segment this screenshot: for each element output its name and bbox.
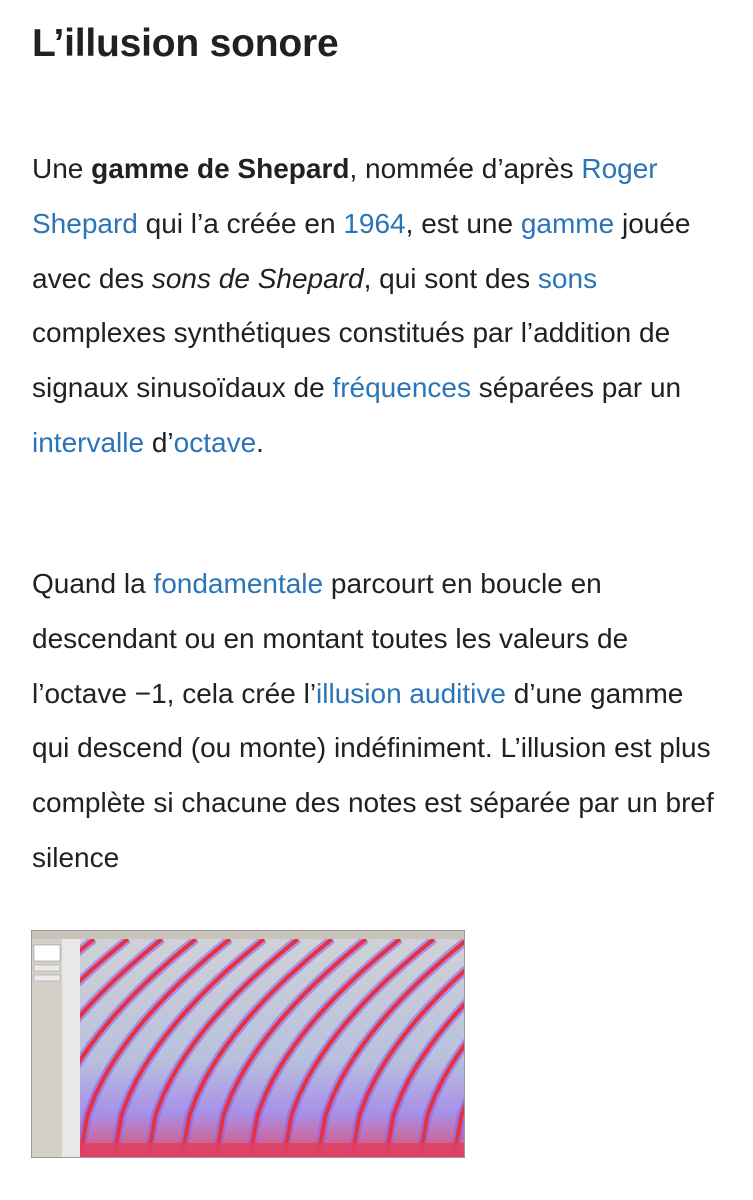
text-fragment: parcourt en boucle en descendant ou en montant toutes les valeurs de l’octave −1, cela crée l’ [32, 568, 629, 709]
text-fragment: , est une [405, 207, 521, 239]
spectrogram-image [32, 931, 464, 1157]
track-pan-slider [34, 975, 60, 981]
track-label-box [34, 945, 60, 961]
link-illusion-auditive[interactable]: illusion auditive [316, 677, 506, 709]
link-roger-shepard[interactable]: Roger Shepard [32, 153, 658, 239]
spectrogram-low-band [80, 1143, 464, 1157]
text-fragment: . [256, 426, 264, 458]
text-fragment: séparées par un [470, 372, 682, 404]
text-fragment: Une [32, 153, 92, 184]
page-title: L’illusion sonore [32, 22, 339, 65]
spectrogram-ruler [32, 931, 464, 939]
text-fragment: , nommée d’après [349, 153, 582, 184]
link-fondamentale[interactable]: fondamentale [153, 568, 324, 599]
link-1964[interactable]: 1964 [343, 207, 406, 239]
text-fragment: d’ [144, 426, 174, 458]
link-octave[interactable]: octave [173, 426, 257, 458]
bold-term-gamme-de-shepard: gamme de Shepard [91, 153, 350, 184]
italic-sons-de-shepard: sons de Shepard [151, 262, 364, 294]
track-gain-slider [34, 965, 60, 971]
spectrogram-background [80, 939, 464, 1157]
spectrogram-track-panel [32, 939, 62, 1157]
text-fragment: qui l’a créée en [137, 207, 344, 239]
paragraph-illusion [32, 557, 722, 886]
link-frequences[interactable]: fréquences [332, 372, 471, 404]
text-fragment: , qui sont des [363, 262, 538, 294]
link-sons[interactable]: sons [537, 262, 598, 294]
spectrogram-frequency-axis [62, 939, 80, 1157]
text-fragment: complexes synthétiques constitués par l’addition de signaux sinusoïdaux de [32, 317, 671, 404]
text-fragment: d’une gamme qui descend (ou monte) indéfiniment. L’illusion est plus complète si chacune des notes est séparée par un bref silence [32, 677, 714, 873]
text-fragment: Quand la [32, 568, 154, 599]
spectrogram-thumbnail[interactable] [31, 930, 465, 1158]
paragraph-intro [32, 142, 722, 471]
link-intervalle[interactable]: intervalle [32, 426, 145, 458]
text-fragment: jouée avec des [32, 207, 691, 294]
link-gamme[interactable]: gamme [520, 207, 615, 239]
